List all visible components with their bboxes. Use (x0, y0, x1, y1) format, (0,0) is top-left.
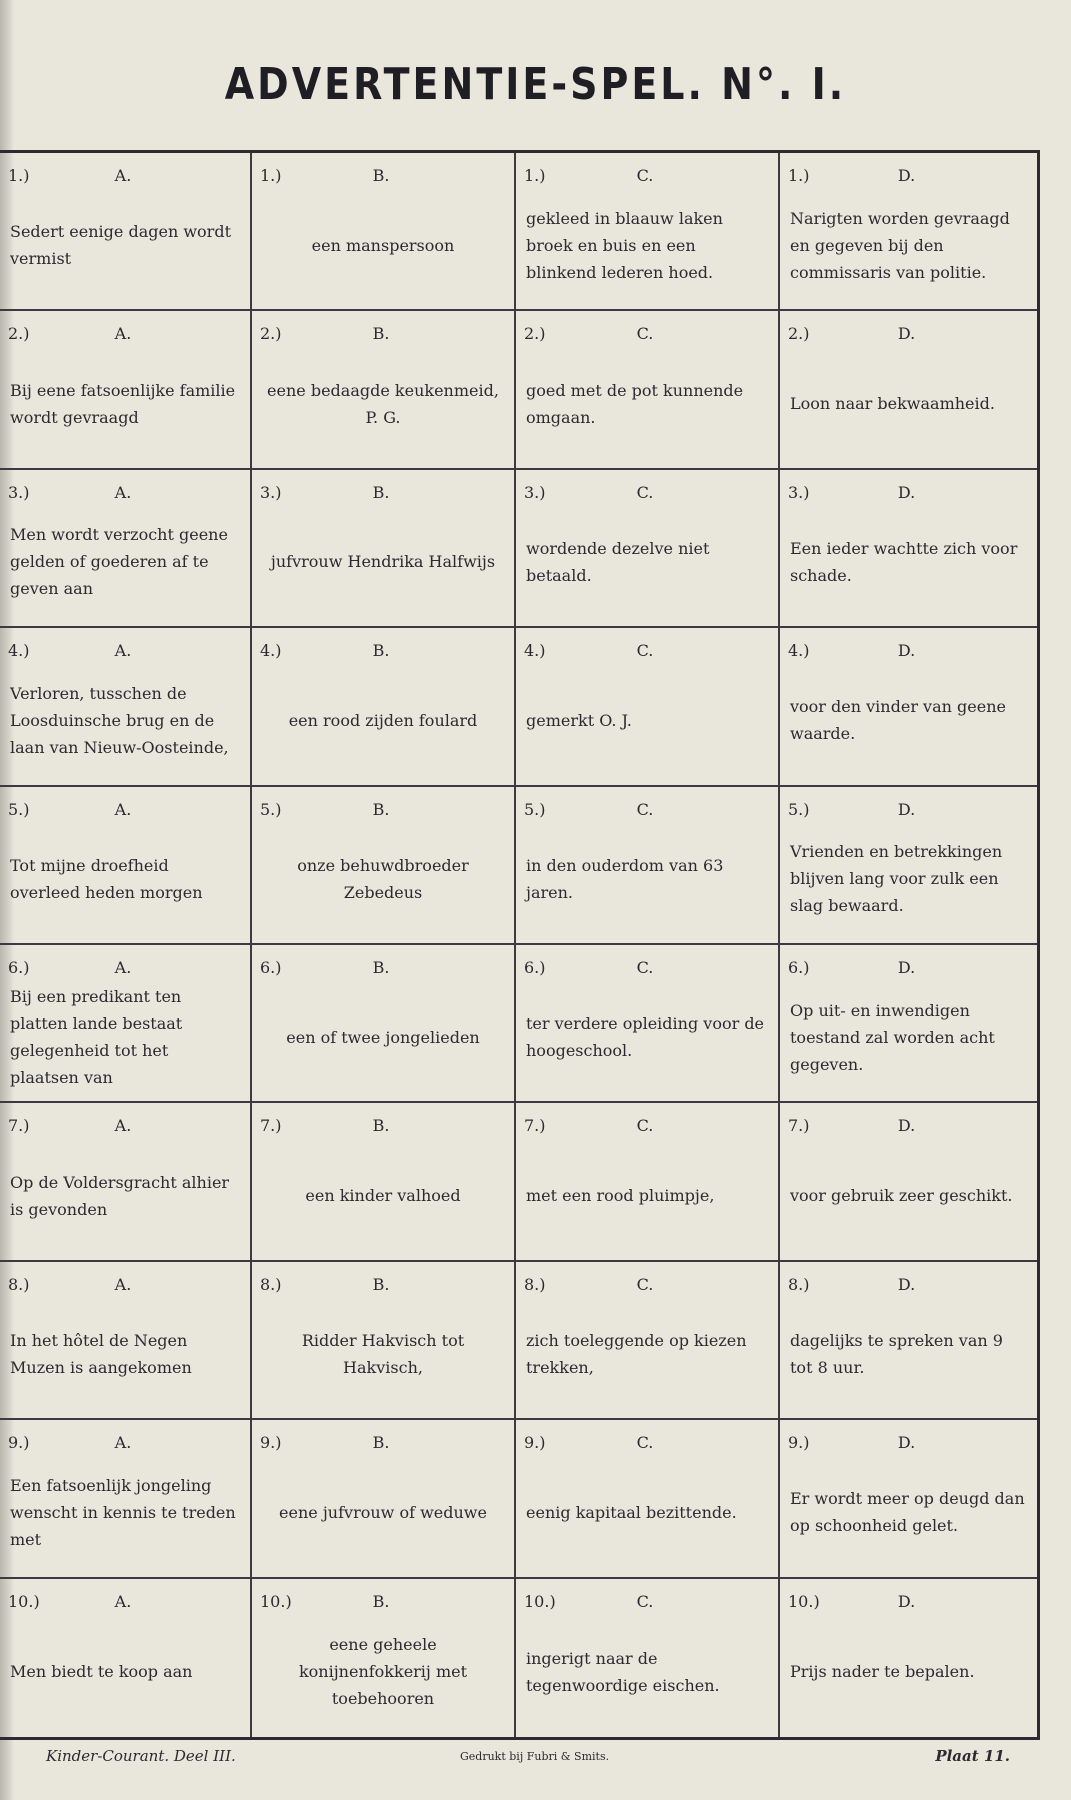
cell-text: Bij eene fatsoenlijke familie wordt gevraagd (10, 380, 236, 427)
cell-header (524, 1591, 766, 1613)
cell-number: 8.) (260, 1274, 282, 1294)
cell-text: Tot mijne droefheid overleed heden morgen (10, 855, 203, 902)
ad-cell-c (516, 1103, 780, 1259)
cell-text: een kinder valhoed (305, 1186, 461, 1206)
cell-letter: C. (636, 641, 654, 661)
cell-letter: D. (897, 1116, 916, 1136)
cell-number: 7.) (260, 1116, 282, 1136)
cell-letter: A. (114, 1433, 132, 1453)
cell-header (524, 1432, 766, 1454)
ad-cell-d (780, 153, 1037, 309)
cell-header (524, 799, 766, 821)
cell-text: voor den vinder van geene waarde. (790, 697, 1006, 744)
cell-text: In het hôtel de Negen Muzen is aangekomen (10, 1330, 192, 1377)
cell-number: 8.) (788, 1274, 810, 1294)
cell-number: 7.) (524, 1116, 546, 1136)
cell-number: 1.) (8, 166, 30, 185)
cell-text: Vrienden en betrekkingen blijven lang voor zulk een slag bewaard. (790, 842, 1003, 916)
ad-row (0, 153, 1037, 311)
cell-text: voor gebruik zeer geschikt. (790, 1186, 1013, 1206)
cell-number: 9.) (8, 1433, 30, 1453)
ad-cell-b (252, 787, 516, 943)
cell-text: Verloren, tusschen de Loosduinsche brug en de laan van Nieuw-Oosteinde, (10, 683, 229, 757)
page-title: ADVERTENTIE-SPEL. N°. I. (224, 58, 847, 110)
ad-cell-d (780, 787, 1037, 943)
ad-cell-b (252, 1420, 516, 1576)
cell-number: 7.) (788, 1116, 810, 1136)
cell-number: 2.) (788, 324, 810, 344)
cell-text: een of twee jongelieden (286, 1027, 480, 1047)
ad-cell-b (252, 628, 516, 784)
ad-cell-a (0, 1103, 252, 1259)
cell-letter: D. (897, 958, 916, 977)
ad-cell-c (516, 787, 780, 943)
cell-header (260, 1591, 502, 1613)
cell-header (260, 1115, 502, 1137)
ad-row (0, 1420, 1037, 1578)
cell-header (260, 1432, 502, 1454)
footer-publication: Kinder-Courant. Deel III. (46, 1747, 236, 1765)
ad-cell-b (252, 1262, 516, 1418)
cell-text: goed met de pot kunnende omgaan. (526, 380, 744, 427)
ad-cell-d (780, 628, 1037, 784)
ad-cell-c (516, 628, 780, 784)
cell-number: 4.) (524, 641, 546, 661)
cell-letter: A. (114, 958, 132, 977)
cell-header (8, 1274, 238, 1296)
cell-number: 8.) (8, 1274, 30, 1294)
cell-number: 8.) (524, 1274, 546, 1294)
cell-letter: C. (636, 1433, 654, 1453)
cell-text: Ridder Hakvisch tot Hakvisch, (301, 1330, 465, 1377)
ad-cell-c (516, 1420, 780, 1576)
ad-row (0, 311, 1037, 469)
cell-number: 10.) (260, 1591, 292, 1611)
cell-number: 5.) (260, 799, 282, 819)
cell-letter: C. (636, 482, 654, 502)
ad-cell-c (516, 1262, 780, 1418)
cell-text: een manspersoon (311, 235, 455, 255)
cell-text: ter verdere opleiding voor de hoogeschool. (526, 1014, 765, 1061)
cell-text: Narigten worden gevraagd en gegeven bij den commissaris van politie. (790, 208, 1010, 282)
cell-number: 3.) (260, 482, 282, 502)
cell-text: Sedert eenige dagen wordt vermist (10, 222, 231, 269)
cell-header (788, 1115, 1025, 1137)
cell-letter: B. (372, 482, 390, 502)
cell-letter: C. (636, 958, 654, 977)
cell-number: 10.) (788, 1591, 820, 1611)
cell-text: onze behuwdbroeder Zebedeus (297, 855, 469, 902)
ad-cell-c (516, 470, 780, 626)
ad-row (0, 470, 1037, 628)
cell-text: eenig kapitaal bezittende. (526, 1502, 737, 1522)
cell-text: gemerkt O. J. (526, 710, 632, 730)
cell-number: 9.) (260, 1433, 282, 1453)
ad-cell-a (0, 945, 252, 1101)
cell-letter: A. (114, 1591, 132, 1611)
ad-row (0, 1262, 1037, 1420)
ad-row (0, 945, 1037, 1103)
cell-header (788, 482, 1025, 504)
cell-header (260, 799, 502, 821)
cell-letter: C. (636, 1274, 654, 1294)
cell-letter: A. (114, 1274, 132, 1294)
cell-header (524, 957, 766, 979)
ad-cell-b (252, 1579, 516, 1737)
cell-letter: A. (114, 166, 132, 185)
ad-row (0, 1103, 1037, 1261)
cell-text: Men biedt te koop aan (10, 1662, 193, 1682)
cell-number: 4.) (260, 641, 282, 661)
ad-cell-d (780, 1103, 1037, 1259)
cell-number: 9.) (524, 1433, 546, 1453)
cell-number: 1.) (788, 166, 810, 185)
cell-number: 6.) (524, 958, 546, 977)
cell-text: eene bedaagde keukenmeid, P. G. (267, 380, 499, 427)
cell-header (260, 957, 502, 979)
cell-header (788, 640, 1025, 662)
cell-header (260, 323, 502, 345)
cell-header (8, 799, 238, 821)
cell-text: met een rood pluimpje, (526, 1186, 715, 1206)
ad-cell-d (780, 1262, 1037, 1418)
cell-text: in den ouderdom van 63 jaren. (526, 855, 724, 902)
ad-cell-d (780, 470, 1037, 626)
cell-header (524, 1115, 766, 1137)
ad-cell-a (0, 1420, 252, 1576)
cell-number: 5.) (524, 799, 546, 819)
cell-header (8, 165, 238, 187)
cell-header (788, 1432, 1025, 1454)
cell-letter: A. (114, 641, 132, 661)
cell-text: Loon naar bekwaamheid. (790, 394, 995, 414)
ad-cell-d (780, 1420, 1037, 1576)
cell-number: 3.) (8, 482, 30, 502)
cell-text: Men wordt verzocht geene gelden of goederen af te geven aan (10, 525, 228, 599)
cell-letter: A. (114, 324, 132, 344)
cell-header (788, 799, 1025, 821)
cell-text: jufvrouw Hendrika Halfwijs (270, 552, 496, 572)
cell-letter: D. (897, 799, 916, 819)
ad-cell-d (780, 311, 1037, 467)
cell-header (788, 323, 1025, 345)
cell-letter: D. (897, 482, 916, 502)
ad-cell-c (516, 945, 780, 1101)
ad-row (0, 628, 1037, 786)
cell-number: 2.) (8, 324, 30, 344)
ad-cell-a (0, 787, 252, 943)
footer-printer: Gedrukt bij Fubri & Smits. (460, 1750, 610, 1763)
ad-cell-a (0, 1262, 252, 1418)
cell-letter: C. (636, 166, 654, 185)
cell-header (8, 1115, 238, 1137)
cell-letter: A. (114, 799, 132, 819)
cell-header (260, 640, 502, 662)
cell-letter: B. (372, 641, 390, 661)
ad-cell-b (252, 1103, 516, 1259)
cell-header (8, 640, 238, 662)
ad-row (0, 787, 1037, 945)
cell-number: 6.) (8, 958, 30, 977)
cell-number: 4.) (788, 641, 810, 661)
cell-letter: D. (897, 166, 916, 185)
cell-header (260, 482, 502, 504)
cell-letter: B. (372, 799, 390, 819)
cell-text: Er wordt meer op deugd dan op schoonheid gelet. (790, 1489, 1025, 1536)
ad-cell-b (252, 311, 516, 467)
cell-header (788, 165, 1025, 187)
cell-text: eene geheele konijnenfokkerij met toebehooren (298, 1635, 468, 1709)
ad-row (0, 1579, 1037, 1737)
cell-text: gekleed in blaauw laken broek en buis en een blinkend lederen hoed. (526, 208, 723, 282)
advertisement-grid (0, 150, 1040, 1740)
cell-header (8, 323, 238, 345)
cell-number: 1.) (524, 166, 546, 185)
ad-cell-a (0, 311, 252, 467)
cell-text: Op uit- en inwendigen toestand zal worden acht gegeven. (790, 1000, 995, 1074)
cell-letter: A. (114, 482, 132, 502)
ad-cell-b (252, 153, 516, 309)
cell-text: wordende dezelve niet betaald. (526, 538, 710, 585)
cell-letter: A. (114, 1116, 132, 1136)
cell-text: ingerigt naar de tegenwoordige eischen. (526, 1648, 720, 1695)
cell-header (260, 165, 502, 187)
cell-number: 3.) (788, 482, 810, 502)
cell-header (788, 957, 1025, 979)
cell-letter: B. (372, 1433, 390, 1453)
cell-number: 9.) (788, 1433, 810, 1453)
ad-cell-a (0, 153, 252, 309)
cell-text: Prijs nader te bepalen. (790, 1662, 975, 1682)
footer-plate-number: Plaat 11. (935, 1747, 1010, 1765)
cell-number: 2.) (524, 324, 546, 344)
cell-header (524, 323, 766, 345)
cell-header (788, 1591, 1025, 1613)
cell-letter: B. (372, 166, 390, 185)
cell-header (8, 957, 238, 979)
ad-cell-a (0, 1579, 252, 1737)
ad-cell-c (516, 1579, 780, 1737)
cell-letter: D. (897, 324, 916, 344)
cell-text: dagelijks te spreken van 9 tot 8 uur. (790, 1330, 1003, 1377)
cell-letter: D. (897, 1433, 916, 1453)
cell-number: 2.) (260, 324, 282, 344)
cell-header (8, 1432, 238, 1454)
ad-cell-c (516, 153, 780, 309)
cell-number: 10.) (524, 1591, 556, 1611)
cell-letter: C. (636, 1116, 654, 1136)
cell-letter: B. (372, 1274, 390, 1294)
cell-text: Op de Voldersgracht alhier is gevonden (10, 1172, 230, 1219)
cell-number: 5.) (788, 799, 810, 819)
cell-header (8, 1591, 238, 1613)
cell-number: 3.) (524, 482, 546, 502)
cell-letter: B. (372, 1591, 390, 1611)
cell-text: een rood zijden foulard (288, 710, 478, 730)
ad-cell-b (252, 945, 516, 1101)
cell-text: Een fatsoenlijk jongeling wenscht in kennis te treden met (10, 1475, 236, 1549)
cell-text: Een ieder wachtte zich voor schade. (790, 538, 1018, 585)
cell-text: zich toeleggende op kiezen trekken, (526, 1330, 747, 1377)
ad-cell-d (780, 945, 1037, 1101)
cell-letter: B. (372, 1116, 390, 1136)
cell-text: Bij een predikant ten platten lande bestaat gelegenheid tot het plaatsen van (10, 987, 183, 1088)
cell-number: 6.) (260, 958, 282, 977)
page-footer (0, 1747, 1040, 1771)
cell-letter: C. (636, 1591, 654, 1611)
cell-letter: C. (636, 324, 654, 344)
cell-header (524, 1274, 766, 1296)
cell-letter: B. (372, 324, 390, 344)
cell-letter: D. (897, 1274, 916, 1294)
ad-cell-a (0, 470, 252, 626)
ad-cell-a (0, 628, 252, 784)
cell-header (524, 482, 766, 504)
cell-letter: D. (897, 641, 916, 661)
cell-number: 6.) (788, 958, 810, 977)
cell-number: 5.) (8, 799, 30, 819)
ad-cell-c (516, 311, 780, 467)
cell-letter: D. (897, 1591, 916, 1611)
cell-letter: B. (372, 958, 390, 977)
ad-cell-d (780, 1579, 1037, 1737)
cell-text: eene jufvrouw of weduwe (279, 1502, 487, 1522)
cell-header (788, 1274, 1025, 1296)
cell-number: 1.) (260, 166, 282, 185)
cell-header (524, 640, 766, 662)
cell-letter: C. (636, 799, 654, 819)
cell-number: 4.) (8, 641, 30, 661)
cell-header (260, 1274, 502, 1296)
cell-number: 7.) (8, 1116, 30, 1136)
cell-header (8, 482, 238, 504)
cell-header (524, 165, 766, 187)
cell-number: 10.) (8, 1591, 40, 1611)
ad-cell-b (252, 470, 516, 626)
